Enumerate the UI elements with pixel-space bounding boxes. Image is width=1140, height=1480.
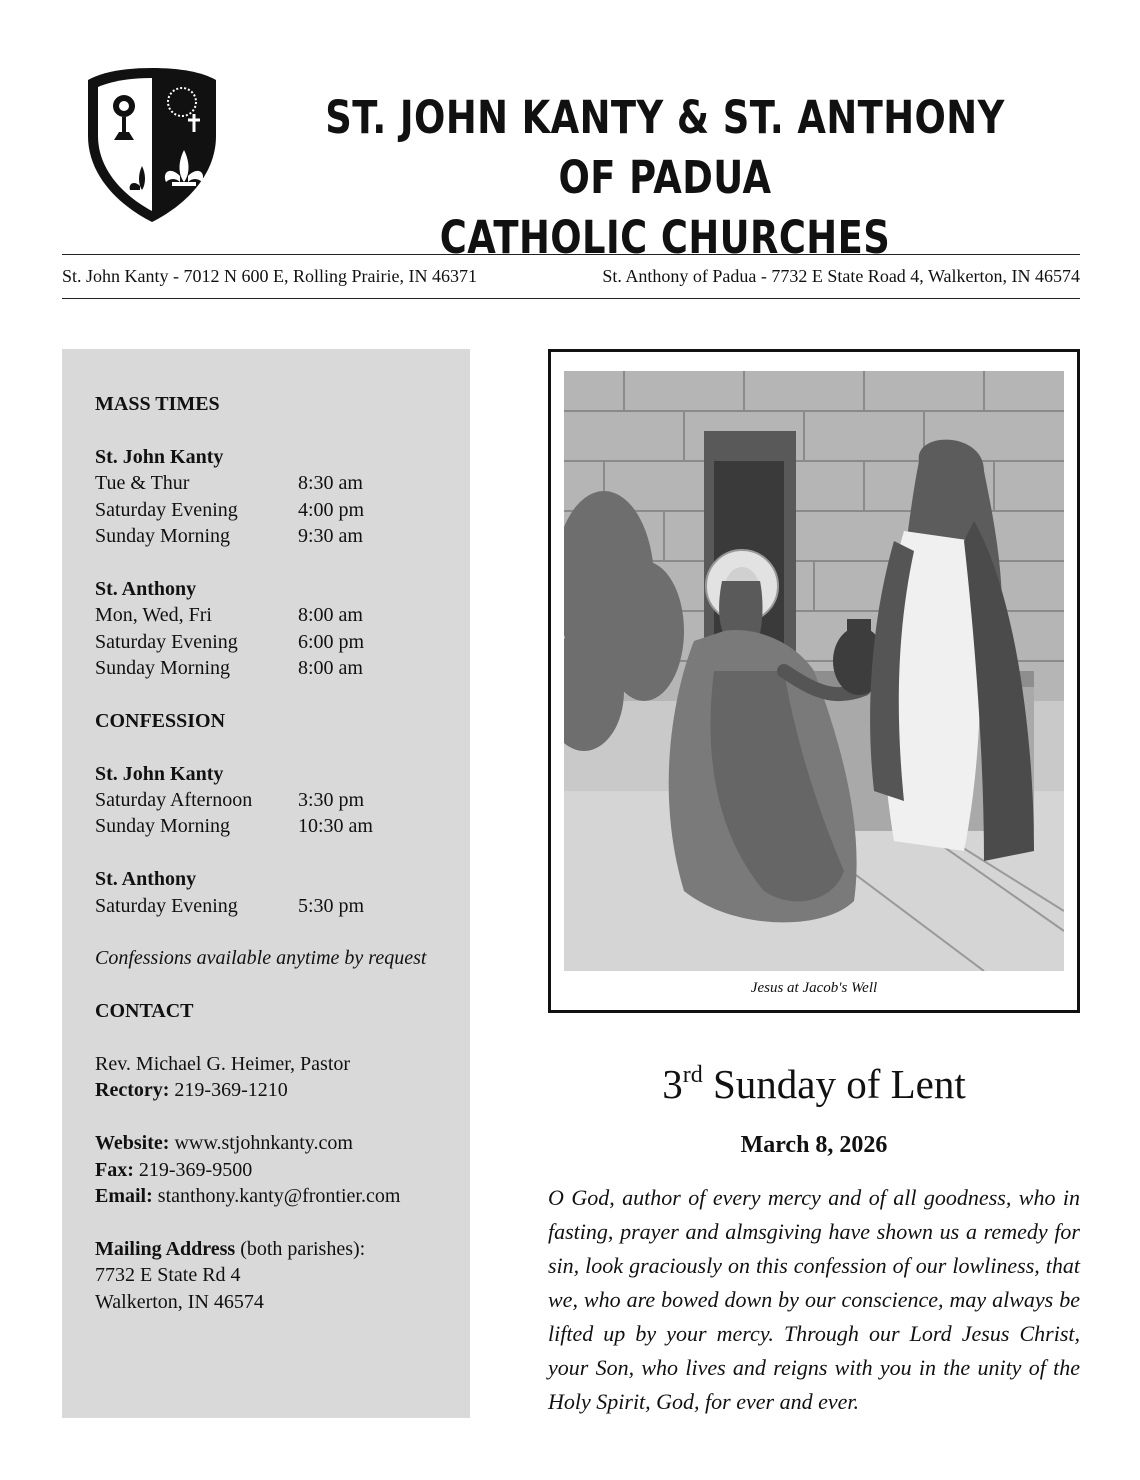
mass-times-heading: MASS TIMES xyxy=(95,393,220,415)
church-title-line2: CATHOLIC CHURCHES xyxy=(439,211,891,264)
fax-label: Fax: xyxy=(95,1158,134,1181)
header-rule-top xyxy=(62,254,1080,255)
mass-time-row xyxy=(95,497,455,523)
rectory-label: Rectory: xyxy=(95,1079,170,1102)
mailing-note: (both parishes): xyxy=(235,1237,366,1260)
website-line xyxy=(95,1130,455,1156)
address-st-john-kanty: St. John Kanty - 7012 N 600 E, Rolling Prairie, IN 46371 xyxy=(62,266,477,286)
mass-time: 8:00 am xyxy=(298,604,363,627)
confession-day: Sunday Morning xyxy=(95,815,230,838)
confession-note: Confessions available anytime by request xyxy=(95,947,427,970)
mass-church-name: St. Anthony xyxy=(95,577,197,600)
confession-day: Saturday Afternoon xyxy=(95,789,253,812)
parish-crest-icon xyxy=(84,66,220,224)
fax-line xyxy=(95,1157,455,1183)
sunday-number: 3 xyxy=(662,1061,683,1107)
confession-church-name: St. John Kanty xyxy=(95,762,224,785)
bulletin-date: March 8, 2026 xyxy=(740,1132,888,1158)
contact-heading: CONTACT xyxy=(95,1000,194,1023)
illustration-caption: Jesus at Jacob's Well xyxy=(750,980,878,996)
mass-time: 6:00 pm xyxy=(298,630,365,653)
header-rule-bottom xyxy=(62,298,1080,299)
mailing-address-line1: 7732 E State Rd 4 xyxy=(95,1264,241,1287)
confession-time: 3:30 pm xyxy=(298,789,365,812)
fax-number: 219-369-9500 xyxy=(133,1158,253,1181)
mass-time: 9:30 am xyxy=(298,525,363,548)
mass-day: Saturday Evening xyxy=(95,630,238,653)
mass-time-row xyxy=(95,655,455,681)
jesus-at-well-illustration xyxy=(564,371,1064,971)
sunday-title: Sunday of Lent xyxy=(702,1061,966,1107)
church-title-line1: ST. JOHN KANTY & ST. ANTHONY OF PADUA xyxy=(325,91,1005,204)
info-sidebar xyxy=(62,349,470,1418)
pastor-name: Rev. Michael G. Heimer, Pastor xyxy=(95,1053,351,1076)
mass-time-row xyxy=(95,629,455,655)
collect-prayer: O God, author of every mercy and of all goodness, who in fasting, prayer and almsgiving have shown us a remedy for sin, look graciously on this confession of our lowliness, that we, who are bowed down by our conscience, may always be lifted up by your mercy. Through our Lord Jesus Christ, your Son, who lives and reigns with you in the unity of the Holy Spirit, God, for ever and ever. xyxy=(548,1185,1080,1414)
mailing-label: Mailing Address xyxy=(95,1237,236,1260)
rectory-phone: 219-369-1210 xyxy=(169,1079,288,1102)
confession-day: Saturday Evening xyxy=(95,894,238,917)
mass-time: 8:00 am xyxy=(298,657,363,680)
address-st-anthony: St. Anthony of Padua - 7732 E State Road 4, Walkerton, IN 46574 xyxy=(602,266,1080,286)
mass-church-name: St. John Kanty xyxy=(95,445,224,468)
mass-day: Sunday Morning xyxy=(95,525,230,548)
sunday-ordinal: rd xyxy=(682,1062,703,1088)
mailing-line xyxy=(95,1236,455,1262)
mailing-address-line2: Walkerton, IN 46574 xyxy=(95,1290,264,1313)
illustration-frame xyxy=(548,349,1080,1013)
confession-heading: CONFESSION xyxy=(95,709,226,732)
website-label: Website: xyxy=(95,1132,170,1155)
mass-time-row xyxy=(95,602,455,628)
confession-time: 5:30 pm xyxy=(298,894,365,917)
rectory-line xyxy=(95,1077,455,1103)
mass-time: 4:00 pm xyxy=(298,498,365,521)
mass-day: Mon, Wed, Fri xyxy=(95,604,212,627)
confession-church-name: St. Anthony xyxy=(95,868,197,891)
church-title xyxy=(325,88,1006,268)
email-label: Email: xyxy=(95,1185,153,1208)
mass-time-row xyxy=(95,523,455,549)
mass-day: Saturday Evening xyxy=(95,498,238,521)
confession-time: 10:30 am xyxy=(298,815,373,838)
confession-time-row xyxy=(95,813,455,839)
mass-time-row xyxy=(95,470,455,496)
mass-time: 8:30 am xyxy=(298,472,363,495)
mass-day: Tue & Thur xyxy=(95,472,190,495)
sunday-heading xyxy=(548,1060,1080,1108)
mass-day: Sunday Morning xyxy=(95,657,230,680)
confession-time-row xyxy=(95,893,455,919)
website-link[interactable]: www.stjohnkanty.com xyxy=(169,1132,353,1155)
email-link[interactable]: stanthony.kanty@frontier.com xyxy=(152,1185,401,1208)
email-line xyxy=(95,1183,455,1209)
confession-time-row xyxy=(95,787,455,813)
